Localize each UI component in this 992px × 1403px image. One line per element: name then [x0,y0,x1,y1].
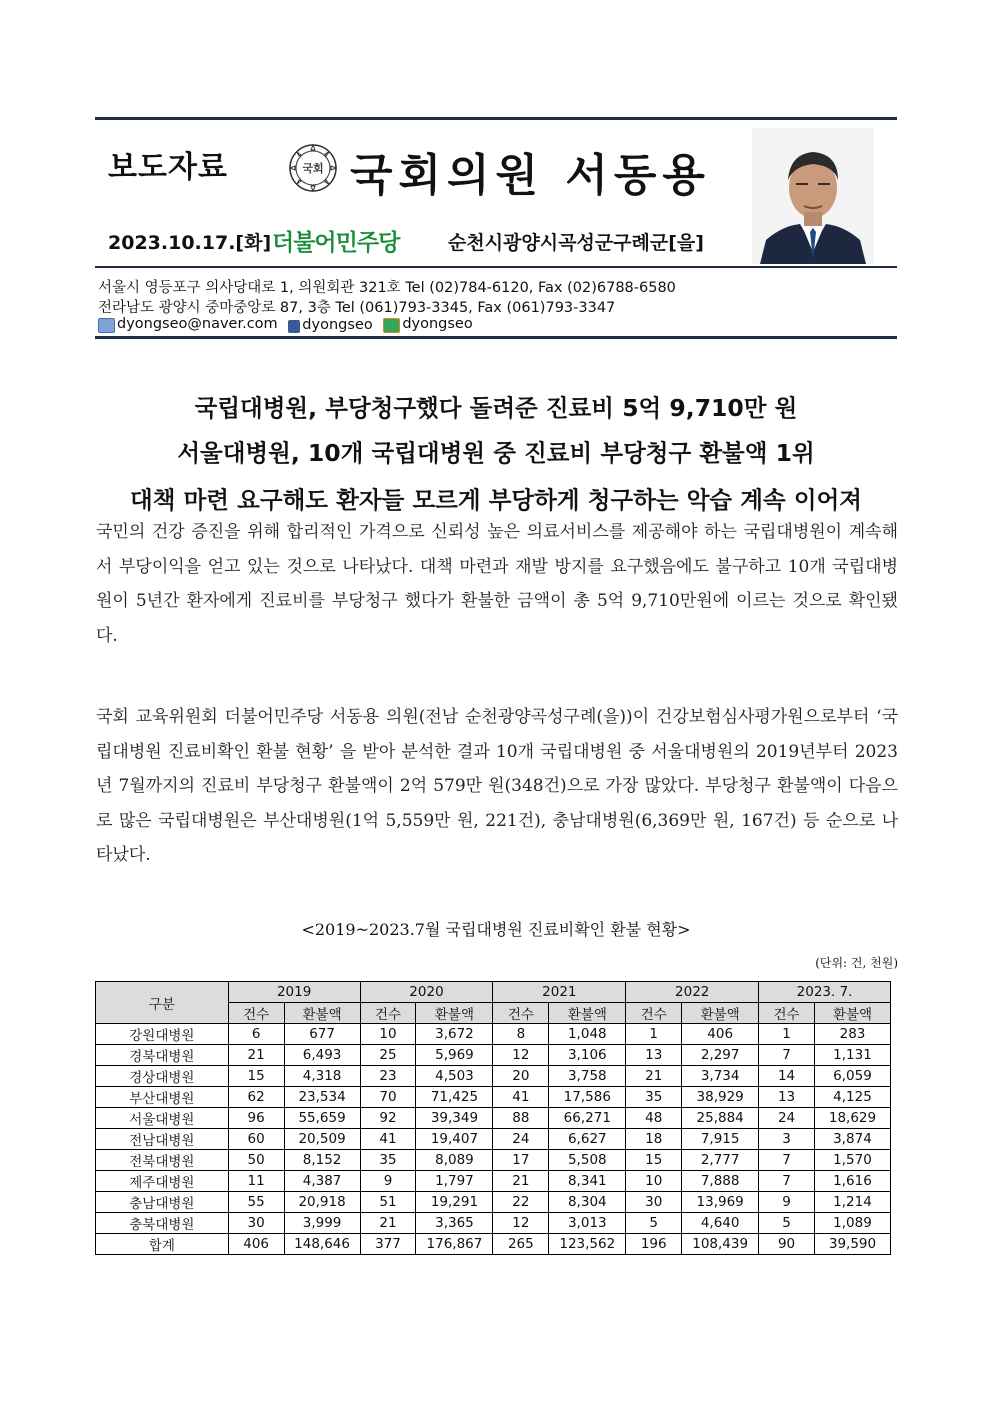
hospital-name-cell: 제주대병원 [96,1171,229,1192]
headline-2: 서울대병원, 10개 국립대병원 중 진료비 부당청구 환불액 1위 [177,439,815,467]
seal-text: 국회 [302,162,324,175]
refund-amount-cell: 55,659 [284,1108,360,1129]
refund-amount-cell: 3,013 [549,1213,626,1234]
count-cell: 377 [360,1234,416,1255]
refund-amount-cell: 39,590 [815,1234,891,1255]
table-unit-note: (단위: 건, 천원) [815,956,898,970]
count-cell: 8 [493,1024,549,1045]
naver-blog-handle: dyongseo [402,316,473,332]
refund-amount-cell: 7,915 [682,1129,759,1150]
count-cell: 10 [626,1171,682,1192]
count-cell: 30 [228,1213,284,1234]
count-cell: 50 [228,1150,284,1171]
count-cell: 96 [228,1108,284,1129]
member-portrait-photo [752,128,874,264]
refund-amount-cell: 66,271 [549,1108,626,1129]
refund-amount-cell: 5,508 [549,1150,626,1171]
refund-amount-cell: 108,439 [682,1234,759,1255]
refund-amount-cell: 4,503 [416,1066,493,1087]
count-cell: 6 [228,1024,284,1045]
refund-amount-cell: 7,888 [682,1171,759,1192]
body-paragraph-1: 국민의 건강 증진을 위해 합리적인 가격으로 신뢰성 높은 의료서비스를 제공해야 하는 국립대병원이 계속해서 부당이익을 얻고 있는 것으로 나타났다. 대책 마련과 재발 방지를 요구했음에도 불구하고 10개 국립대병원이 5년간 환자에게 진료비를 부당청구 했다가 환불한 금액이 총 5억 9,710만원에 이르는 것으로 확인됐다. [96,522,898,646]
refund-amount-cell: 1,048 [549,1024,626,1045]
count-header: 건수 [626,1003,682,1024]
count-cell: 13 [759,1087,815,1108]
refund-amount-cell: 20,918 [284,1192,360,1213]
count-cell: 24 [759,1108,815,1129]
refund-amount-cell: 4,640 [682,1213,759,1234]
count-cell: 22 [493,1192,549,1213]
count-cell: 41 [493,1087,549,1108]
refund-amount-cell: 8,341 [549,1171,626,1192]
count-cell: 20 [493,1066,549,1087]
refund-amount-cell: 1,089 [815,1213,891,1234]
count-cell: 11 [228,1171,284,1192]
refund-amount-cell: 19,291 [416,1192,493,1213]
count-cell: 9 [360,1171,416,1192]
count-cell: 406 [228,1234,284,1255]
body-paragraph-2: 국회 교육위원회 더불어민주당 서동용 의원(전남 순천광양곡성구례(을))이 건강보험심사평가원으로부터 ‘국립대병원 진료비확인 환불 현황’ 을 받아 분석한 결과 10개 국립대병원 중 서울대병원의 2019년부터 2023년 7월까지의 진료비 부당청구 환불액이 2억 579만 원(348건)으로 가장 많았다. 부당청구 환불액이 다음으로 많은 국립대병원은 부산대병원(1억 5,559만 원, 221건), 충남대병원(6,369만 원, 167건) 등 순으로 나타났다. [96,707,898,865]
count-cell: 1 [759,1024,815,1045]
count-cell: 92 [360,1108,416,1129]
count-cell: 9 [759,1192,815,1213]
table-caption: <2019~2023.7월 국립대병원 진료비확인 환불 현황> [301,920,691,939]
count-cell: 15 [228,1066,284,1087]
count-cell: 90 [759,1234,815,1255]
refund-amount-cell: 406 [682,1024,759,1045]
table-row [96,1108,891,1129]
refund-amount-cell: 3,874 [815,1129,891,1150]
refund-amount-cell: 6,059 [815,1066,891,1087]
mail-icon [98,318,115,333]
header-top-rule [95,117,897,120]
count-header: 건수 [360,1003,416,1024]
hospital-name-cell: 전남대병원 [96,1129,229,1150]
count-header: 건수 [228,1003,284,1024]
refund-amount-cell: 148,646 [284,1234,360,1255]
refund-amount-cell: 3,999 [284,1213,360,1234]
refund-status-table [95,981,891,1255]
table-corner-header: 구분 [96,982,229,1024]
electoral-district: 순천시광양시곡성군구례군[을] [448,232,704,254]
refund-amount-cell: 19,407 [416,1129,493,1150]
count-header: 건수 [759,1003,815,1024]
party-logo: 더불어민주당 [272,230,400,256]
table-row [96,1150,891,1171]
refund-amount-cell: 8,304 [549,1192,626,1213]
count-cell: 7 [759,1045,815,1066]
year-header: 2020 [360,982,493,1003]
year-header: 2021 [493,982,626,1003]
count-cell: 15 [626,1150,682,1171]
year-header: 2022 [626,982,759,1003]
table-row [96,1024,891,1045]
count-cell: 30 [626,1192,682,1213]
count-cell: 12 [493,1213,549,1234]
count-cell: 23 [360,1066,416,1087]
refund-amount-cell: 677 [284,1024,360,1045]
header-bottom-rule [95,336,897,339]
hospital-name-cell: 합계 [96,1234,229,1255]
count-cell: 24 [493,1129,549,1150]
facebook-icon [288,320,300,333]
release-date: 2023.10.17.[화] [108,232,272,254]
table-row [96,1192,891,1213]
refund-amount-cell: 8,089 [416,1150,493,1171]
table-body [96,1024,891,1255]
table-row [96,1045,891,1066]
table-row [96,1087,891,1108]
refund-amount-cell: 1,797 [416,1171,493,1192]
count-cell: 35 [626,1087,682,1108]
refund-header: 환불액 [682,1003,759,1024]
count-cell: 265 [493,1234,549,1255]
year-header: 2019 [228,982,360,1003]
count-cell: 21 [493,1171,549,1192]
count-header: 건수 [493,1003,549,1024]
social-links [98,316,479,336]
facebook-link[interactable] [288,317,372,333]
count-cell: 18 [626,1129,682,1150]
count-cell: 14 [759,1066,815,1087]
count-cell: 10 [360,1024,416,1045]
press-release-label: 보도자료 [108,150,228,185]
count-cell: 88 [493,1108,549,1129]
refund-amount-cell: 3,106 [549,1045,626,1066]
hospital-name-cell: 강원대병원 [96,1024,229,1045]
naver-blog-icon [383,318,400,333]
refund-amount-cell: 1,570 [815,1150,891,1171]
count-cell: 12 [493,1045,549,1066]
refund-amount-cell: 5,969 [416,1045,493,1066]
refund-amount-cell: 20,509 [284,1129,360,1150]
hospital-name-cell: 충북대병원 [96,1213,229,1234]
facebook-handle: dyongseo [302,317,373,333]
count-cell: 51 [360,1192,416,1213]
refund-amount-cell: 283 [815,1024,891,1045]
refund-amount-cell: 8,152 [284,1150,360,1171]
count-cell: 41 [360,1129,416,1150]
refund-amount-cell: 39,349 [416,1108,493,1129]
headline-1: 국립대병원, 부당청구했다 돌려준 진료비 5억 9,710만 원 [194,394,798,422]
hospital-name-cell: 경북대병원 [96,1045,229,1066]
headline-3: 대책 마련 요구해도 환자들 모르게 부당하게 청구하는 악습 계속 이어져 [130,486,862,514]
count-cell: 5 [626,1213,682,1234]
table-row [96,1171,891,1192]
refund-amount-cell: 25,884 [682,1108,759,1129]
hospital-name-cell: 전북대병원 [96,1150,229,1171]
contact-gwangyang-office: 전라남도 광양시 중마중앙로 87, 3층 Tel (061)793-3345, Fax (061)793-3347 [98,300,616,316]
count-cell: 7 [759,1150,815,1171]
refund-amount-cell: 3,365 [416,1213,493,1234]
table-row [96,1234,891,1255]
national-assembly-seal-icon [288,143,338,193]
refund-amount-cell: 4,387 [284,1171,360,1192]
count-cell: 21 [360,1213,416,1234]
count-cell: 60 [228,1129,284,1150]
naver-blog-link[interactable] [383,316,472,332]
refund-amount-cell: 176,867 [416,1234,493,1255]
refund-header: 환불액 [815,1003,891,1024]
count-cell: 196 [626,1234,682,1255]
count-cell: 62 [228,1087,284,1108]
member-name-title: 국회의원 서동용 [350,150,711,201]
refund-amount-cell: 4,125 [815,1087,891,1108]
refund-amount-cell: 13,969 [682,1192,759,1213]
count-cell: 17 [493,1150,549,1171]
count-cell: 70 [360,1087,416,1108]
count-cell: 48 [626,1108,682,1129]
email-address: dyongseo@naver.com [117,316,278,332]
refund-amount-cell: 1,616 [815,1171,891,1192]
header-middle-rule [95,266,897,268]
count-cell: 3 [759,1129,815,1150]
refund-amount-cell: 71,425 [416,1087,493,1108]
count-cell: 25 [360,1045,416,1066]
table-header-row-years [96,982,891,1003]
refund-header: 환불액 [416,1003,493,1024]
count-cell: 7 [759,1171,815,1192]
refund-amount-cell: 2,777 [682,1150,759,1171]
refund-amount-cell: 3,758 [549,1066,626,1087]
count-cell: 21 [626,1066,682,1087]
refund-header: 환불액 [549,1003,626,1024]
refund-amount-cell: 6,627 [549,1129,626,1150]
refund-amount-cell: 4,318 [284,1066,360,1087]
table-row [96,1129,891,1150]
refund-amount-cell: 38,929 [682,1087,759,1108]
refund-amount-cell: 1,131 [815,1045,891,1066]
refund-amount-cell: 23,534 [284,1087,360,1108]
refund-amount-cell: 3,734 [682,1066,759,1087]
count-cell: 5 [759,1213,815,1234]
refund-amount-cell: 2,297 [682,1045,759,1066]
hospital-name-cell: 경상대병원 [96,1066,229,1087]
table-row [96,1066,891,1087]
refund-amount-cell: 3,672 [416,1024,493,1045]
email-link[interactable] [98,316,278,332]
year-header: 2023. 7. [759,982,891,1003]
refund-amount-cell: 18,629 [815,1108,891,1129]
hospital-name-cell: 충남대병원 [96,1192,229,1213]
refund-amount-cell: 123,562 [549,1234,626,1255]
count-cell: 13 [626,1045,682,1066]
contact-seoul-office: 서울시 영등포구 의사당대로 1, 의원회관 321호 Tel (02)784-6120, Fax (02)6788-6580 [98,280,676,296]
count-cell: 35 [360,1150,416,1171]
count-cell: 55 [228,1192,284,1213]
hospital-name-cell: 서울대병원 [96,1108,229,1129]
refund-header: 환불액 [284,1003,360,1024]
refund-amount-cell: 1,214 [815,1192,891,1213]
refund-amount-cell: 17,586 [549,1087,626,1108]
count-cell: 1 [626,1024,682,1045]
count-cell: 21 [228,1045,284,1066]
refund-amount-cell: 6,493 [284,1045,360,1066]
hospital-name-cell: 부산대병원 [96,1087,229,1108]
table-row [96,1213,891,1234]
